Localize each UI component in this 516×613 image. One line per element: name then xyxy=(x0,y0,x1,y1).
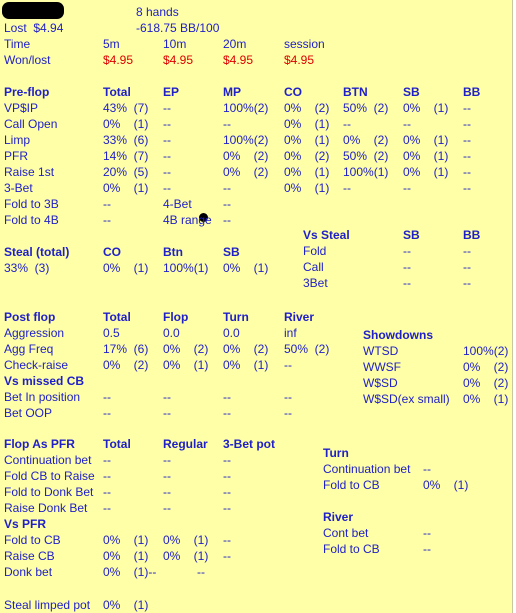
showdown-label: W$SD xyxy=(363,376,398,390)
showdown-label: W$SD(ex small) xyxy=(363,392,450,406)
postflop-cell: 17% (6) xyxy=(103,342,149,356)
preflop-row-label: Fold to 4B xyxy=(4,213,59,227)
preflop-row-label: PFR xyxy=(4,149,28,163)
preflop-cell: -- xyxy=(163,181,171,195)
river-row-label: Cont bet xyxy=(323,526,369,540)
vs-pfr-row-label: Raise CB xyxy=(4,549,55,563)
preflop-cell: -- xyxy=(463,133,471,147)
section-title-flop-as-pfr: Flop As PFR xyxy=(4,437,75,451)
flop-pfr-column-header: 3-Bet pot xyxy=(223,437,275,451)
showdown-value: 100%(2) xyxy=(463,344,509,358)
flop-pfr-cell: -- xyxy=(103,485,111,499)
preflop-cell: -- xyxy=(463,181,471,195)
vs-steal-column-header: BB xyxy=(463,228,481,242)
turn-value: -- xyxy=(423,462,431,476)
postflop-cell: 0% (2) xyxy=(163,342,209,356)
steal-limped-pot-value: 0% (1) xyxy=(103,598,149,612)
postflop-cell: 0.0 xyxy=(223,326,240,340)
preflop-cell: -- xyxy=(403,117,411,131)
vs-missed-cb-cell: -- xyxy=(163,406,171,420)
section-title-turn: Turn xyxy=(323,446,349,460)
preflop-column-header: Total xyxy=(103,85,131,99)
flop-pfr-row-label: Fold to Donk Bet xyxy=(4,485,94,499)
flop-pfr-cell: -- xyxy=(103,453,111,467)
preflop-column-header: MP xyxy=(223,85,241,99)
preflop-cell: 43% (7) xyxy=(103,101,149,115)
preflop-cell: 4-Bet xyxy=(163,197,192,211)
flop-pfr-cell: -- xyxy=(163,485,171,499)
preflop-row-label: VP$IP xyxy=(4,101,39,115)
vs-steal-cell: -- xyxy=(403,260,411,274)
vs-pfr-cell: 0% (1) xyxy=(103,549,149,563)
postflop-column-header: River xyxy=(284,310,315,324)
flop-pfr-cell: -- xyxy=(163,501,171,515)
vs-pfr-cell: -- xyxy=(223,549,231,563)
hands-count: 8 hands xyxy=(136,5,179,19)
wonlost-value: $4.95 xyxy=(223,53,254,67)
river-value: -- xyxy=(423,542,431,556)
preflop-cell: 100%(1) xyxy=(343,165,389,179)
preflop-cell: 0% (2) xyxy=(223,165,269,179)
postflop-cell: -- xyxy=(284,358,292,372)
vs-steal-row-label: Fold xyxy=(303,244,327,258)
preflop-row-label: Raise 1st xyxy=(4,165,55,179)
preflop-cell: -- xyxy=(163,133,171,147)
vs-missed-cb-cell: -- xyxy=(284,406,292,420)
vs-pfr-cell: 0% (1) xyxy=(163,533,209,547)
vs-steal-cell: -- xyxy=(463,276,471,290)
turn-row-label: Fold to CB xyxy=(323,478,380,492)
postflop-cell: 0% (2) xyxy=(223,342,269,356)
showdown-value: 0% (2) xyxy=(463,360,509,374)
preflop-column-header: SB xyxy=(403,85,420,99)
showdown-value: 0% (1) xyxy=(463,392,509,406)
steal-column-header: SB xyxy=(223,245,240,259)
vs-pfr-cell: 0% (1)-- xyxy=(103,565,157,579)
section-title-river: River xyxy=(323,510,354,524)
river-row-label: Fold to CB xyxy=(323,542,380,556)
preflop-cell: -- xyxy=(163,165,171,179)
flop-pfr-column-header: Regular xyxy=(163,437,208,451)
preflop-cell: -- xyxy=(163,117,171,131)
preflop-cell: 100%(2) xyxy=(223,101,269,115)
wonlost-value: $4.95 xyxy=(163,53,194,67)
vs-steal-cell: -- xyxy=(463,244,471,258)
preflop-cell: 0% (2) xyxy=(284,149,330,163)
flop-pfr-column-header: Total xyxy=(103,437,131,451)
preflop-row-label: 3-Bet xyxy=(4,181,33,195)
preflop-cell: 0% (1) xyxy=(284,117,330,131)
section-title-postflop: Post flop xyxy=(4,310,56,324)
preflop-cell: 50% (2) xyxy=(343,101,389,115)
flop-pfr-cell: -- xyxy=(223,469,231,483)
vs-steal-row-label: 3Bet xyxy=(303,276,328,290)
section-title-showdowns: Showdowns xyxy=(363,328,433,342)
preflop-cell: 0% (2) xyxy=(284,101,330,115)
flop-pfr-row-label: Raise Donk Bet xyxy=(4,501,88,515)
vs-pfr-cell: -- xyxy=(197,565,205,579)
preflop-column-header: CO xyxy=(284,85,302,99)
steal-column-header: Btn xyxy=(163,245,183,259)
preflop-cell: 20% (5) xyxy=(103,165,149,179)
preflop-cell: -- xyxy=(463,117,471,131)
wonlost-value: $4.95 xyxy=(103,53,134,67)
preflop-column-header: BB xyxy=(463,85,481,99)
preflop-cell: 50% (2) xyxy=(343,149,389,163)
flop-pfr-cell: -- xyxy=(103,501,111,515)
bb-per-100: -618.75 BB/100 xyxy=(136,21,220,35)
redacted-player-name xyxy=(2,2,64,19)
preflop-cell: 0% (1) xyxy=(403,149,449,163)
preflop-cell: -- xyxy=(463,101,471,115)
lost-amount: Lost $4.94 xyxy=(4,21,64,35)
turn-value: 0% (1) xyxy=(423,478,469,492)
section-title-vs-steal: Vs Steal xyxy=(303,228,350,242)
preflop-cell: -- xyxy=(223,181,231,195)
postflop-row-label: Aggression xyxy=(4,326,65,340)
vs-pfr-row-label: Fold to CB xyxy=(4,533,61,547)
vs-steal-column-header: SB xyxy=(403,228,420,242)
preflop-row-label: Fold to 3B xyxy=(4,197,59,211)
flop-pfr-cell: -- xyxy=(103,469,111,483)
preflop-cell: 0% (2) xyxy=(343,133,389,147)
preflop-cell: 0% (1) xyxy=(403,165,449,179)
preflop-cell: 4B range xyxy=(163,213,212,227)
postflop-column-header: Total xyxy=(103,310,131,324)
preflop-column-header: BTN xyxy=(343,85,368,99)
postflop-cell: 0% (1) xyxy=(223,358,269,372)
postflop-cell: 0.0 xyxy=(163,326,180,340)
vs-missed-cb-row-label: Bet In position xyxy=(4,390,81,404)
vs-missed-cb-cell: -- xyxy=(163,390,171,404)
postflop-cell: 0% (1) xyxy=(163,358,209,372)
turn-row-label: Continuation bet xyxy=(323,462,411,476)
preflop-cell: -- xyxy=(343,181,351,195)
flop-pfr-cell: -- xyxy=(223,501,231,515)
section-title-steal: Steal (total) xyxy=(4,245,70,259)
preflop-cell: 100%(2) xyxy=(223,133,269,147)
vs-missed-cb-cell: -- xyxy=(103,406,111,420)
section-title-preflop: Pre-flop xyxy=(4,85,50,99)
preflop-column-header: EP xyxy=(163,85,180,99)
vs-steal-row-label: Call xyxy=(303,260,324,274)
preflop-cell: 0% (2) xyxy=(223,149,269,163)
showdown-label: WWSF xyxy=(363,360,401,374)
period-header: 20m xyxy=(223,37,247,51)
preflop-cell: -- xyxy=(103,197,111,211)
postflop-cell: 0.5 xyxy=(103,326,120,340)
vs-missed-cb-row-label: Bet OOP xyxy=(4,406,53,420)
postflop-cell: inf xyxy=(284,326,297,340)
vs-pfr-cell: -- xyxy=(223,533,231,547)
period-header: session xyxy=(284,37,325,51)
preflop-cell: -- xyxy=(343,117,351,131)
postflop-row-label: Agg Freq xyxy=(4,342,54,356)
flop-pfr-row-label: Fold CB to Raise xyxy=(4,469,95,483)
wonlost-label: Won/lost xyxy=(4,53,51,67)
preflop-row-label: Call Open xyxy=(4,117,58,131)
postflop-cell: 0% (2) xyxy=(103,358,149,372)
vs-missed-cb-cell: -- xyxy=(103,390,111,404)
steal-total: 33% (3) xyxy=(4,261,50,275)
vs-missed-cb-cell: -- xyxy=(284,390,292,404)
showdown-label: WTSD xyxy=(363,344,399,358)
preflop-cell: 0% (1) xyxy=(403,101,449,115)
preflop-cell: 0% (1) xyxy=(284,133,330,147)
time-label: Time xyxy=(4,37,31,51)
flop-pfr-cell: -- xyxy=(223,485,231,499)
vs-pfr-cell: 0% (1) xyxy=(163,549,209,563)
preflop-row-label: Limp xyxy=(4,133,31,147)
steal-value: 0% (1) xyxy=(223,261,269,275)
preflop-cell: -- xyxy=(223,197,231,211)
postflop-column-header: Turn xyxy=(223,310,249,324)
preflop-cell: 33% (6) xyxy=(103,133,149,147)
postflop-cell: 50% (2) xyxy=(284,342,330,356)
flop-pfr-cell: -- xyxy=(223,453,231,467)
section-title-vs-pfr: Vs PFR xyxy=(4,517,47,531)
vs-pfr-row-label: Donk bet xyxy=(4,565,53,579)
flop-pfr-cell: -- xyxy=(163,453,171,467)
river-value: -- xyxy=(423,526,431,540)
preflop-cell: 0% (1) xyxy=(284,181,330,195)
wonlost-value: $4.95 xyxy=(284,53,315,67)
preflop-cell: -- xyxy=(223,213,231,227)
preflop-cell: 0% (1) xyxy=(403,133,449,147)
preflop-cell: -- xyxy=(463,149,471,163)
vs-pfr-cell: 0% (1) xyxy=(103,533,149,547)
vs-missed-cb-cell: -- xyxy=(223,406,231,420)
vs-steal-cell: -- xyxy=(403,244,411,258)
postflop-row-label: Check-raise xyxy=(4,358,69,372)
preflop-cell: 0% (1) xyxy=(103,117,149,131)
section-title-vs-missed-cb: Vs missed CB xyxy=(4,374,85,388)
preflop-cell: 0% (1) xyxy=(103,181,149,195)
steal-limped-pot-label: Steal limped pot xyxy=(4,598,91,612)
period-header: 10m xyxy=(163,37,187,51)
steal-value: 100%(1) xyxy=(163,261,209,275)
steal-column-header: CO xyxy=(103,245,121,259)
preflop-cell: -- xyxy=(163,149,171,163)
steal-value: 0% (1) xyxy=(103,261,149,275)
showdown-value: 0% (2) xyxy=(463,376,509,390)
preflop-cell: -- xyxy=(403,181,411,195)
preflop-cell: -- xyxy=(223,117,231,131)
flop-pfr-cell: -- xyxy=(163,469,171,483)
vs-steal-cell: -- xyxy=(463,260,471,274)
preflop-cell: 0% (1) xyxy=(284,165,330,179)
preflop-cell: -- xyxy=(163,101,171,115)
vs-missed-cb-cell: -- xyxy=(223,390,231,404)
preflop-cell: -- xyxy=(463,165,471,179)
vs-steal-cell: -- xyxy=(403,276,411,290)
preflop-cell: -- xyxy=(103,213,111,227)
period-header: 5m xyxy=(103,37,120,51)
postflop-column-header: Flop xyxy=(163,310,189,324)
preflop-cell: 14% (7) xyxy=(103,149,149,163)
flop-pfr-row-label: Continuation bet xyxy=(4,453,92,467)
